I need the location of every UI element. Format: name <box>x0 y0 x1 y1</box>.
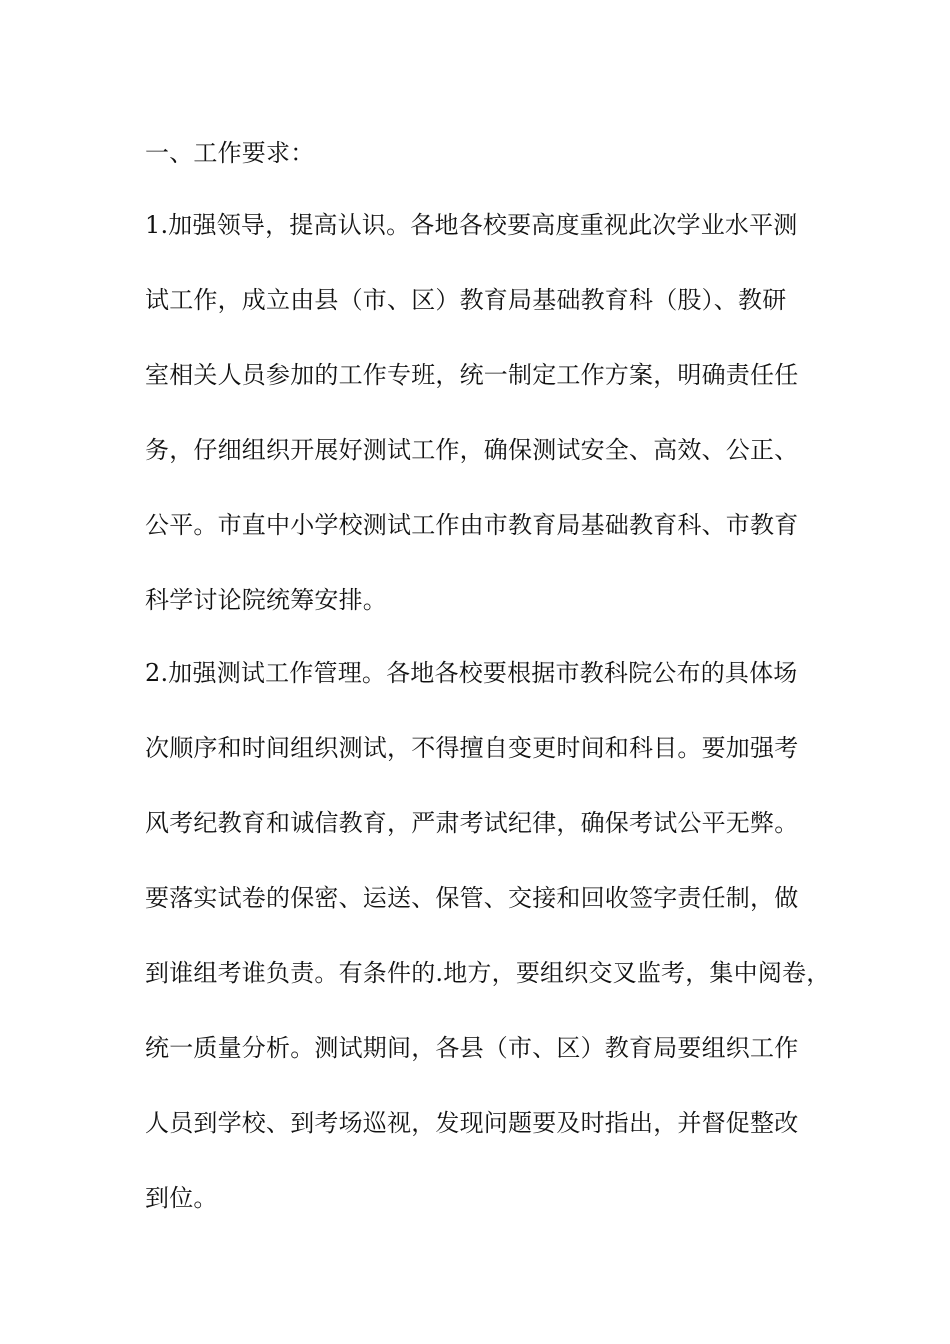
paragraph-line: 统一质量分析。测试期间，各县（市、区）教育局要组织工作 <box>145 1034 799 1062</box>
paragraph-line: 试工作，成立由县（市、区）教育局基础教育科（股）、教研 <box>145 286 787 314</box>
paragraph-line: 风考纪教育和诚信教育，严肃考试纪律，确保考试公平无弊。 <box>145 809 799 837</box>
paragraph-line: 务，仔细组织开展好测试工作，确保测试安全、高效、公正、 <box>145 436 799 464</box>
paragraph-line: 科学讨论院统筹安排。 <box>145 586 387 614</box>
paragraph-line: 到谁组考谁负责。有条件的.地方，要组织交叉监考，集中阅卷， <box>145 959 831 987</box>
paragraph-line: 到位。 <box>145 1184 218 1212</box>
paragraph-line: 公平。市直中小学校测试工作由市教育局基础教育科、市教育 <box>145 511 799 539</box>
paragraph-line: 次顺序和时间组织测试，不得擅自变更时间和科目。要加强考 <box>145 734 799 762</box>
paragraph-line: 室相关人员参加的工作专班，统一制定工作方案，明确责任任 <box>145 361 799 389</box>
paragraph-line: 2.加强测试工作管理。各地各校要根据市教科院公布的具体场 <box>145 659 798 687</box>
paragraph-line: 人员到学校、到考场巡视，发现问题要及时指出，并督促整改 <box>145 1109 799 1137</box>
section-heading: 一、工作要求： <box>145 139 315 167</box>
paragraph-line: 要落实试卷的保密、运送、保管、交接和回收签字责任制，做 <box>145 884 799 912</box>
paragraph-line: 1.加强领导，提高认识。各地各校要高度重视此次学业水平测 <box>145 211 798 239</box>
